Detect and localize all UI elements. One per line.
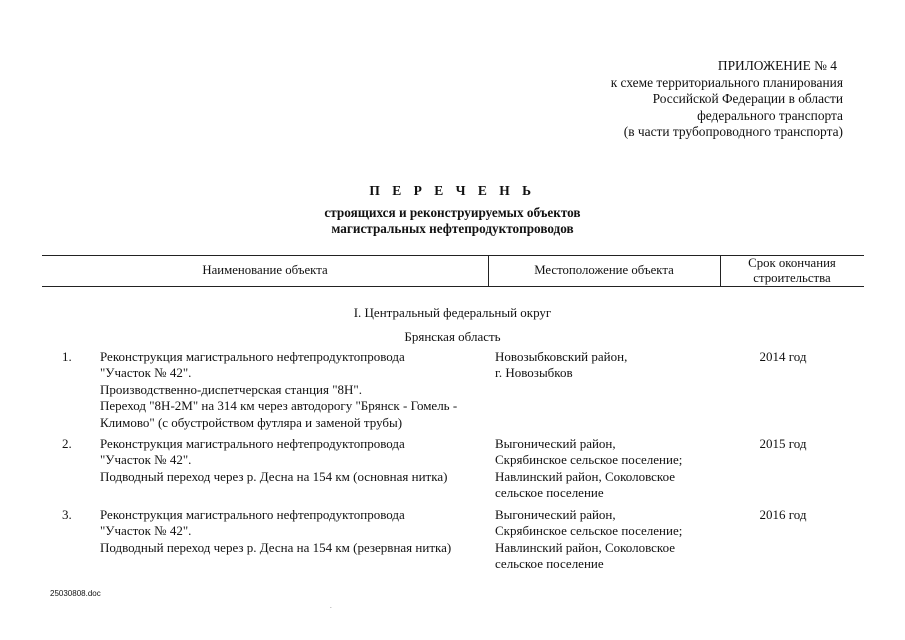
- table-header-bottom-rule: [42, 286, 864, 287]
- row-object-name: [100, 436, 492, 485]
- row-number: 2.: [62, 436, 72, 451]
- location-line: Скрябинское сельское поселение;: [495, 523, 683, 539]
- location-line: Выгонический район,: [495, 507, 616, 522]
- row-location: [495, 349, 725, 382]
- document-subtitle: [0, 205, 905, 237]
- row-location: [495, 507, 725, 573]
- header-deadline: [720, 256, 864, 286]
- location-line: г. Новозыбков: [495, 365, 573, 381]
- row-deadline: 2016 год: [759, 507, 807, 522]
- object-name-line: Подводный переход через р. Десна на 154 км (основная нитка): [100, 468, 448, 484]
- object-name-line: "Участок № 42".: [100, 365, 192, 381]
- header-location: Местоположение объекта: [534, 263, 674, 277]
- object-name-line: Переход "8Н-2М" на 314 км через автодорогу "Брянск - Гомель -: [100, 398, 458, 414]
- row-location: [495, 436, 725, 502]
- object-name-line: Подводный переход через р. Десна на 154 км (резервная нитка): [100, 539, 452, 555]
- object-name-line: "Участок № 42".: [100, 523, 192, 539]
- header-name: Наименование объекта: [202, 263, 328, 277]
- appendix-title: ПРИЛОЖЕНИЕ № 4: [717, 58, 837, 73]
- location-line: Навлинский район, Соколовское: [495, 468, 676, 484]
- appendix-header: [543, 58, 843, 141]
- appendix-line: федерального транспорта: [697, 107, 843, 123]
- subtitle-line: магистральных нефтепродуктопроводов: [331, 221, 574, 236]
- district-heading: I. Центральный федеральный округ: [353, 305, 552, 320]
- file-name-footer: 25030808.doc: [50, 589, 101, 598]
- header-deadline-line: строительства: [753, 271, 831, 285]
- object-name-line: Реконструкция магистрального нефтепродуктопровода: [100, 507, 405, 522]
- object-name-line: Реконструкция магистрального нефтепродуктопровода: [100, 349, 405, 364]
- location-line: Выгонический район,: [495, 436, 616, 451]
- appendix-line: к схеме территориального планирования: [610, 74, 843, 90]
- row-deadline: 2014 год: [759, 349, 807, 364]
- object-name-line: Производственно-диспетчерская станция "8Н".: [100, 381, 362, 397]
- row-deadline: 2015 год: [759, 436, 807, 451]
- location-line: сельское поселение: [495, 556, 604, 572]
- location-line: Новозыбковский район,: [495, 349, 628, 364]
- document-title: П Е Р Е Ч Е Н Ь: [369, 183, 536, 198]
- appendix-line: (в части трубопроводного транспорта): [623, 124, 843, 140]
- row-number: 1.: [62, 349, 72, 364]
- subtitle-line: строящихся и реконструируемых объектов: [324, 205, 581, 220]
- object-name-line: Реконструкция магистрального нефтепродуктопровода: [100, 436, 405, 451]
- footer-dot: .: [330, 602, 332, 610]
- region-heading: Брянская область: [404, 329, 501, 344]
- row-number: 3.: [62, 507, 72, 522]
- header-deadline-line: Срок окончания: [748, 256, 836, 270]
- row-object-name: [100, 349, 492, 431]
- appendix-line: Российской Федерации в области: [652, 91, 843, 107]
- object-name-line: Климово" (с обустройством футляра и заменой трубы): [100, 414, 403, 430]
- location-line: Навлинский район, Соколовское: [495, 539, 676, 555]
- location-line: сельское поселение: [495, 485, 604, 501]
- location-line: Скрябинское сельское поселение;: [495, 452, 683, 468]
- row-object-name: [100, 507, 492, 556]
- object-name-line: "Участок № 42".: [100, 452, 192, 468]
